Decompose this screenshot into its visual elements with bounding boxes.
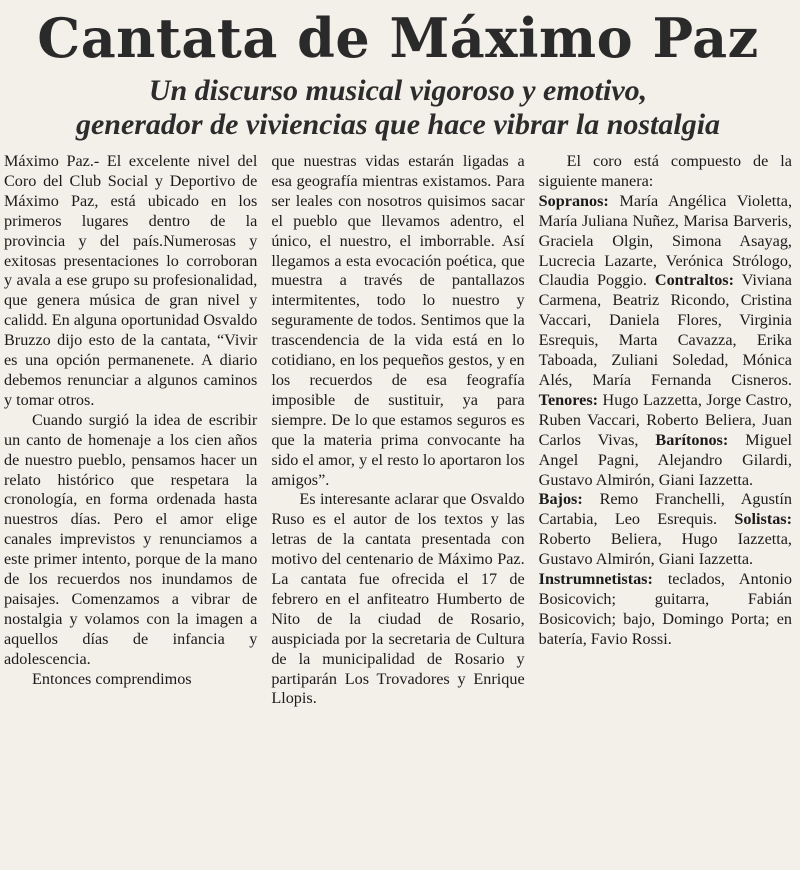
sopranos-label: Sopranos: <box>538 191 609 210</box>
column-3 <box>539 152 792 709</box>
column-1-paragraph-1: Máximo Paz.- El excelente nivel del Coro del Club Social y Deportivo de Máximo Paz, está ubicado en los primeros lugares dentro de la provincia y del país.Numerosas y exitosas presentaciones lo corroboran y avala a ese grupo su profesionalidad, que genera música de gran nivel y calidd. En alguna oportunidad Osvaldo Bruzzo dijo esto de la cantata, “Vivir es una opción permanenete. A diario debemos renunciar a algunos caminos y tomar otros. <box>4 152 258 409</box>
subheadline-line-2: generador de viviencias que hace vibrar la nostalgia <box>75 108 721 141</box>
tenores-label: Tenores: <box>538 390 599 409</box>
sopranos-list: María Angélica Violetta, María Juliana Nuñez, Marisa Barveris, Graciela Olgin, Simona Asayag, Lucrecia Lazarte, Verónica Strólogo, Claudia Poggio. <box>538 191 792 290</box>
baritonos-label: Barítonos: <box>655 430 729 449</box>
column-2 <box>271 152 524 709</box>
column-1-paragraph-2: Cuando surgió la idea de escribir un canto de homenaje a los cien años de nuestro pueblo, pensamos hacer un relato histórico que respetara la cronología, en forma ordenada hasta nuestros días. Pero el amor elige canales imprevistos y renunciamos a este primer intento, porque de la mano de los recuerdos nos inundamos de paisajes. Comenzamos a vibrar de nostalgia y volamos con la imagen a aquellos días de infancia y adolescencia. <box>4 410 258 668</box>
headline: Cantata de Máximo Paz <box>37 6 759 70</box>
choir-members <box>539 192 792 491</box>
contraltos-list: Viviana Carmena, Beatriz Ricondo, Cristina Vaccari, Daniela Flores, Virginia Esrequis, Marta Cavazza, Erika Taboada, Zuliani Soledad, Mónica Alés, María Fernanda Cisneros. <box>538 271 792 389</box>
instrumentistas-list: teclados, Antonio Bosicovich; guitarra, Fabián Bosicovich; bajo, Domingo Porta; en batería, Favio Rossi. <box>538 570 792 648</box>
column-2-paragraph-2: Es interesante aclarar que Osvaldo Ruso es el autor de los textos y las letras de la cantata presentada con motivo del centenario de Máximo Paz. La cantata fue ofrecida el 17 de febrero en el anfiteatro Humberto de Nito de la ciudad de Rosario, auspiciada por la secretaria de Cultura de la municipalidad de Rosario y partiparán Los Trovadores y Enrique Llopis. <box>271 490 525 708</box>
contraltos-label: Contraltos: <box>654 271 735 290</box>
solistas-label: Solistas: <box>734 510 792 529</box>
subheadline <box>4 74 792 142</box>
column-1-paragraph-3: Entonces comprendimos <box>32 669 192 688</box>
bajos-solistas <box>539 490 792 570</box>
article-columns <box>4 152 792 709</box>
instrumentistas <box>539 570 792 650</box>
solistas-list: Roberto Beliera, Hugo Iazzetta, Gustavo Almirón, Giani Iazzetta. <box>538 530 792 569</box>
bajos-label: Bajos: <box>538 490 583 509</box>
column-1 <box>4 152 257 709</box>
column-2-paragraph-1: que nuestras vidas estarán ligadas a esa geografía mientras existamos. Para ser leales con nosotros quisimos sacar el pueblo que llevamos adentro, el único, el nuestro, el imborrable. Así llegamos a esta evocación poética, que muestra a través de pantallazos intermitentes, todo lo nuestro y seguramente de todos. Sentimos que la trascendencia de la vida está en lo cotidiano, en los pequeños gestos, y en los recuerdos de esa feografía imposible de sustituir, ya para siempre. De lo que estamos seguros es que la materia prima convocante ha sido el amor, y el resto lo aportaron los amigos”. <box>271 152 525 489</box>
tenores-list: Hugo Lazzetta, Jorge Castro, Ruben Vaccari, Roberto Beliera, Juan Carlos Vivas, <box>538 390 792 449</box>
baritonos-list: Miguel Angel Pagni, Alejandro Gilardi, Gustavo Almirón, Giani Iazzetta. <box>538 430 792 489</box>
bajos-list: Remo Franchelli, Agustín Cartabia, Leo Esrequis. <box>538 490 792 529</box>
choir-intro: El coro está compuesto de la siguiente manera: <box>538 152 792 190</box>
instrumentistas-label: Instrumnetistas: <box>538 570 653 589</box>
subheadline-line-1: Un discurso musical vigoroso y emotivo, <box>148 74 648 107</box>
